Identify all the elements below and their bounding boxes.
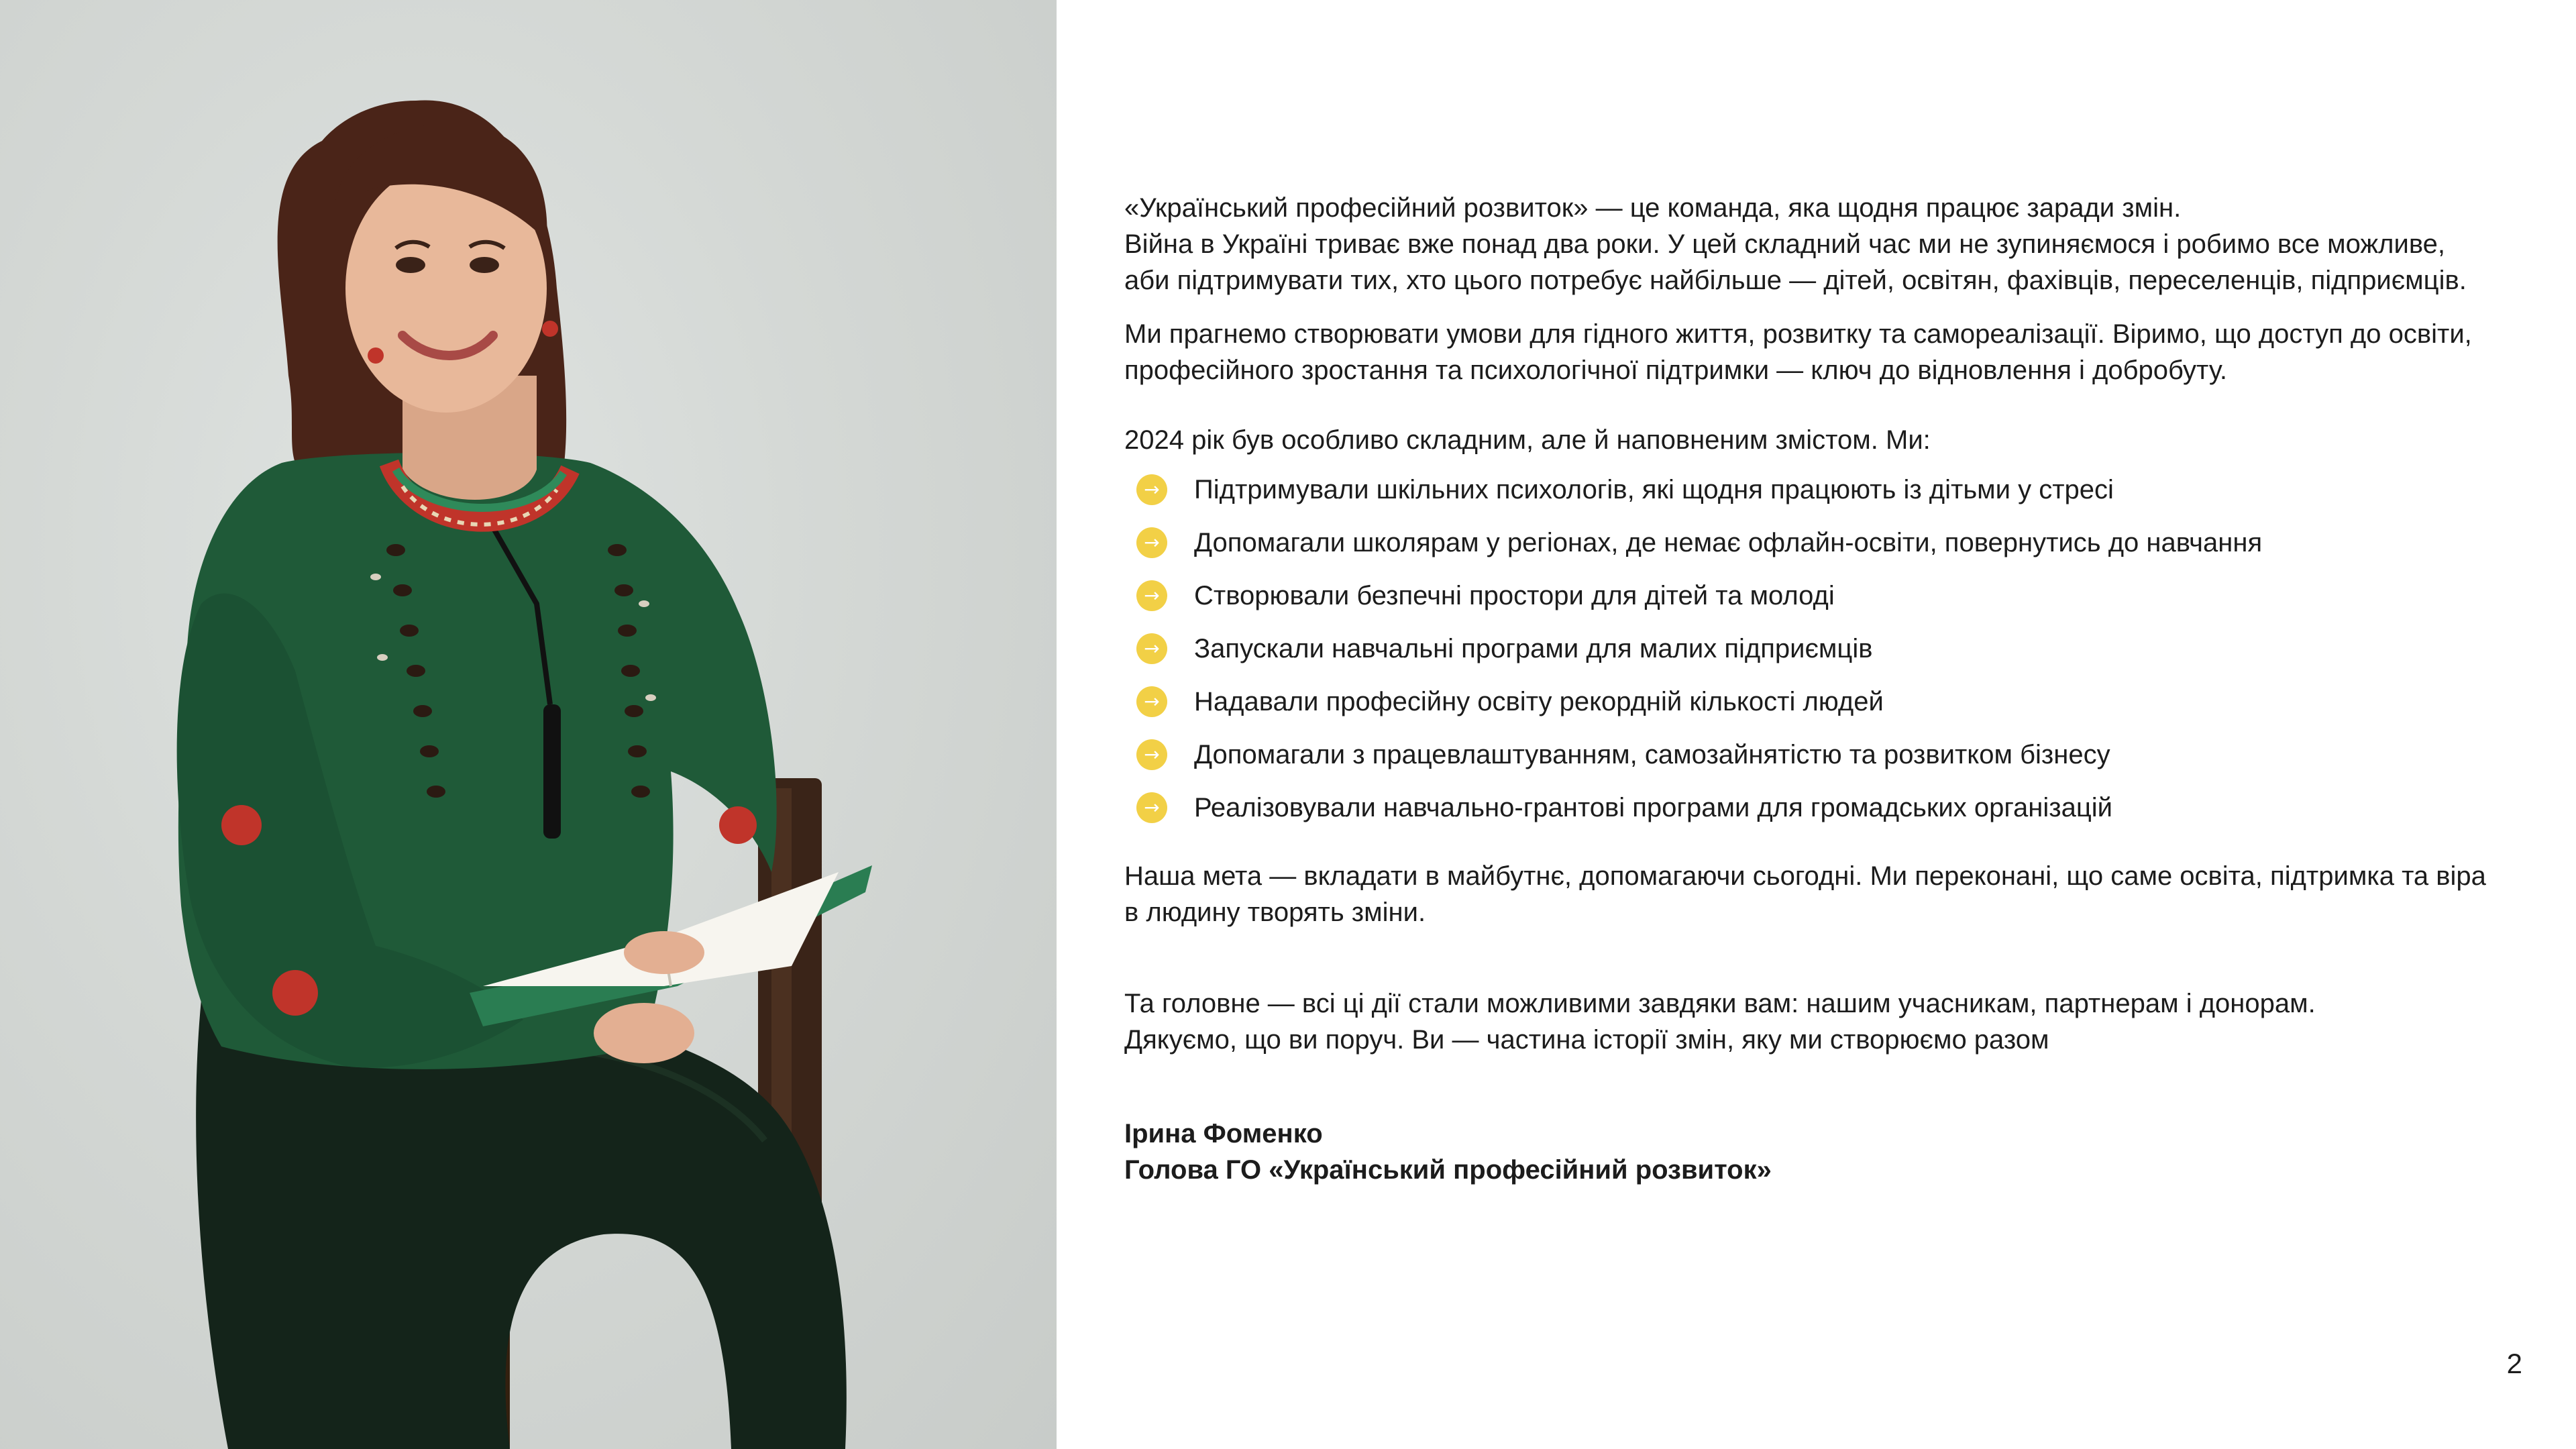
letter-text — [1124, 190, 2493, 1188]
arrow-right-icon: → — [1136, 527, 1167, 558]
goal-paragraph: Наша мета — вкладати в майбутнє, допомагаючи сьогодні. Ми переконані, що саме освіта, підтримка та віра в людину творять зміни. — [1124, 861, 2486, 927]
list-item-text: Допомагали з працевлаштуванням, самозайнятістю та розвитком бізнесу — [1194, 740, 2110, 769]
list-item-text: Створювали безпечні простори для дітей та молоді — [1194, 581, 1835, 610]
signature-title: Голова ГО «Український професійний розвиток» — [1124, 1155, 1772, 1185]
arrow-right-icon: → — [1136, 474, 1167, 505]
page-number: 2 — [2506, 1348, 2522, 1379]
achievements-list — [1124, 472, 2493, 826]
list-item — [1124, 525, 2493, 561]
list-item — [1124, 578, 2493, 614]
achievements-lead: 2024 рік був особливо складним, але й наповненим змістом. Ми: — [1124, 425, 1931, 455]
arrow-right-icon: → — [1136, 792, 1167, 823]
arrow-right-icon: → — [1136, 580, 1167, 611]
list-item — [1124, 737, 2493, 773]
arrow-right-icon: → — [1136, 739, 1167, 770]
thanks-paragraph: Та головне — всі ці дії стали можливими завдяки вам: нашим учасникам, партнерам і донорам. Дякуємо, що ви поруч. Ви — частина історії змін, яку ми створюємо разом — [1124, 989, 2316, 1055]
signature-name: Ірина Фоменко — [1124, 1119, 1323, 1148]
arrow-right-icon: → — [1136, 686, 1167, 717]
list-item-text: Запускали навчальні програми для малих підприємців — [1194, 634, 1873, 663]
list-item-text: Надавали професійну освіту рекордній кількості людей — [1194, 687, 1884, 716]
list-item — [1124, 472, 2493, 508]
signature — [1124, 1116, 2493, 1188]
list-item — [1124, 684, 2493, 720]
portrait-photo — [0, 0, 1057, 1449]
list-item-text: Підтримували шкільних психологів, які щодня працюють із дітьми у стресі — [1194, 475, 2114, 504]
list-item — [1124, 631, 2493, 667]
list-item-text: Реалізовували навчально-грантові програми для громадських організацій — [1194, 793, 2113, 822]
intro-paragraph: «Український професійний розвиток» — це команда, яка щодня працює заради змін. Війна в Україні триває вже понад два роки. У цей складний час ми не зупиняємося і робимо все можливе, аби підтримувати тих, хто цього потребує найбільше — дітей, освітян, фахівців, переселенців, підприємців. — [1124, 193, 2467, 295]
portrait-illustration — [0, 0, 1057, 1449]
list-item-text: Допомагали школярам у регіонах, де немає офлайн-освіти, повернутись до навчання — [1194, 528, 2263, 557]
list-item — [1124, 790, 2493, 826]
mission-paragraph: Ми прагнемо створювати умови для гідного життя, розвитку та самореалізації. Віримо, що доступ до освіти, професійного зростання та психологічної підтримки — ключ до відновлення і добробуту. — [1124, 319, 2472, 385]
arrow-right-icon: → — [1136, 633, 1167, 664]
